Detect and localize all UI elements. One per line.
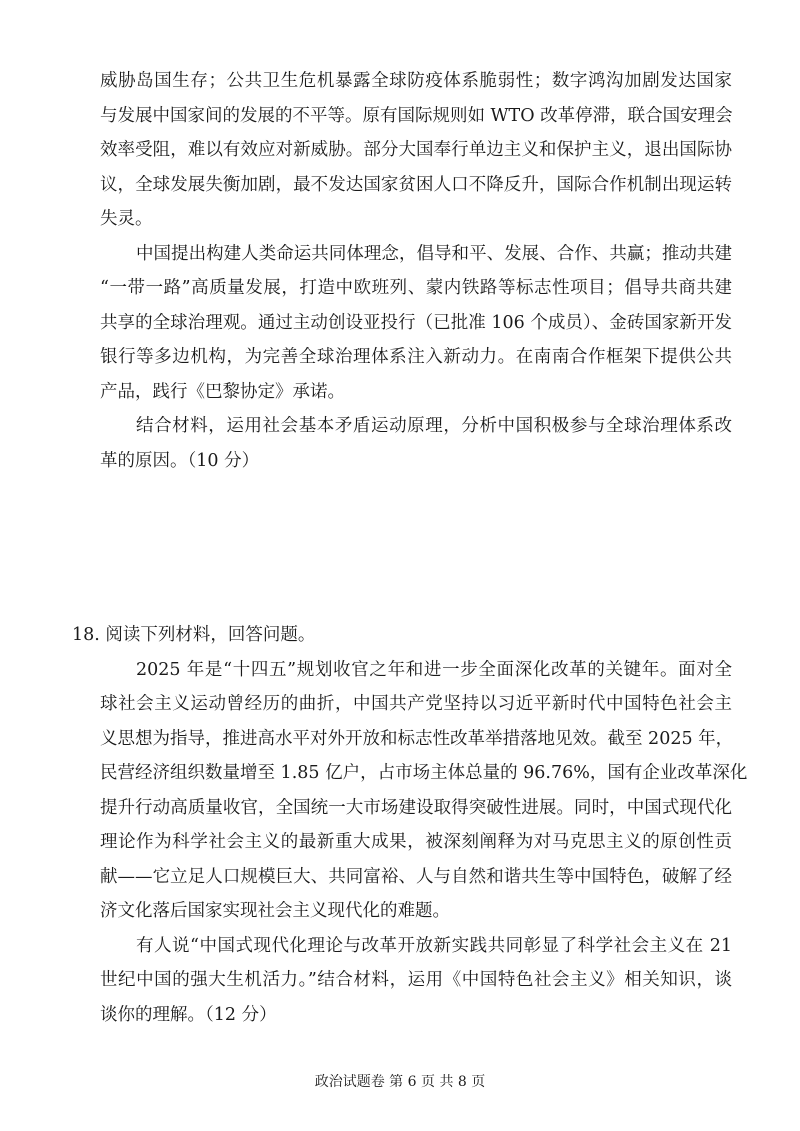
text-line: 献——它立足人口规模巨大、共同富裕、人与自然和谐共生等中国特色，破解了经 — [100, 866, 732, 887]
text-line: 有人说“中国式现代化理论与改革开放新实践共同彰显了科学社会主义在 21 — [136, 935, 732, 956]
text-line: 革的原因。（10 分） — [100, 450, 260, 471]
text-line: 世纪中国的强大生机活力。”结合材料，运用《中国特色社会主义》相关知识，谈 — [100, 970, 732, 990]
question-heading: 18. 阅读下列材料，回答问题。 — [72, 625, 316, 645]
text-line: 济文化落后国家实现社会主义现代化的难题。 — [100, 901, 450, 921]
text-line: 谈你的理解。（12 分） — [100, 1004, 277, 1025]
text-line: 球社会主义运动曾经历的曲折，中国共产党坚持以习近平新时代中国特色社会主 — [100, 694, 732, 714]
text-line: 中国提出构建人类命运共同体理念，倡导和平、发展、合作、共赢；推动共建 — [136, 243, 732, 264]
text-line: 提升行动高质量收官，全国统一大市场建设取得突破性进展。同时，中国式现代化 — [100, 797, 732, 818]
text-line: 义思想为指导，推进高水平对外开放和标志性改革举措落地见效。截至 2025 年， — [100, 728, 734, 749]
page-footer: 政治试题卷 第 6 页 共 8 页 — [314, 1074, 486, 1090]
text-line: 与发展中国家间的发展的不平等。原有国际规则如 WTO 改革停滞，联合国安理会 — [100, 105, 733, 126]
question-17-continued — [100, 64, 732, 478]
text-line: 银行等多边机构，为完善全球治理体系注入新动力。在南南合作框架下提供公共 — [100, 347, 732, 367]
text-line: 失灵。 — [100, 209, 153, 229]
text-line: “一带一路”高质量发展，打造中欧班列、蒙内铁路等标志性项目；倡导共商共建 — [100, 278, 732, 298]
question-18 — [72, 618, 748, 1032]
text-line: 威胁岛国生存；公共卫生危机暴露全球防疫体系脆弱性；数字鸿沟加剧发达国家 — [100, 71, 732, 91]
question-prompt-18 — [100, 929, 732, 1033]
text-line: 2025 年是“十四五”规划收官之年和进一步全面深化改革的关键年。面对全 — [136, 659, 732, 680]
material-paragraph — [100, 653, 748, 929]
text-line: 效率受阻，难以有效应对新威胁。部分大国奉行单边主义和保护主义，退出国际协 — [100, 140, 732, 160]
text-line: 产品，践行《巴黎协定》承诺。 — [100, 381, 345, 402]
text-line: 结合材料，运用社会基本矛盾运动原理，分析中国积极参与全球治理体系改 — [136, 416, 732, 436]
text-line: 理论作为科学社会主义的最新重大成果，被深刻阐释为对马克思主义的原创性贡 — [100, 832, 732, 852]
text-line: 共享的全球治理观。通过主动创设亚投行（已批准 106 个成员）、金砖国家新开发 — [100, 312, 732, 333]
material-paragraph-2 — [100, 237, 732, 410]
text-line: 民营经济组织数量增至 1.85 亿户，占市场主体总量的 96.76%，国有企业改革深化 — [100, 763, 748, 783]
material-paragraph-1 — [100, 64, 732, 237]
text-line: 议，全球发展失衡加剧，最不发达国家贫困人口不降反升，国际合作机制出现运转 — [100, 174, 732, 195]
question-18-body — [72, 653, 748, 1033]
question-prompt-17 — [100, 409, 732, 478]
